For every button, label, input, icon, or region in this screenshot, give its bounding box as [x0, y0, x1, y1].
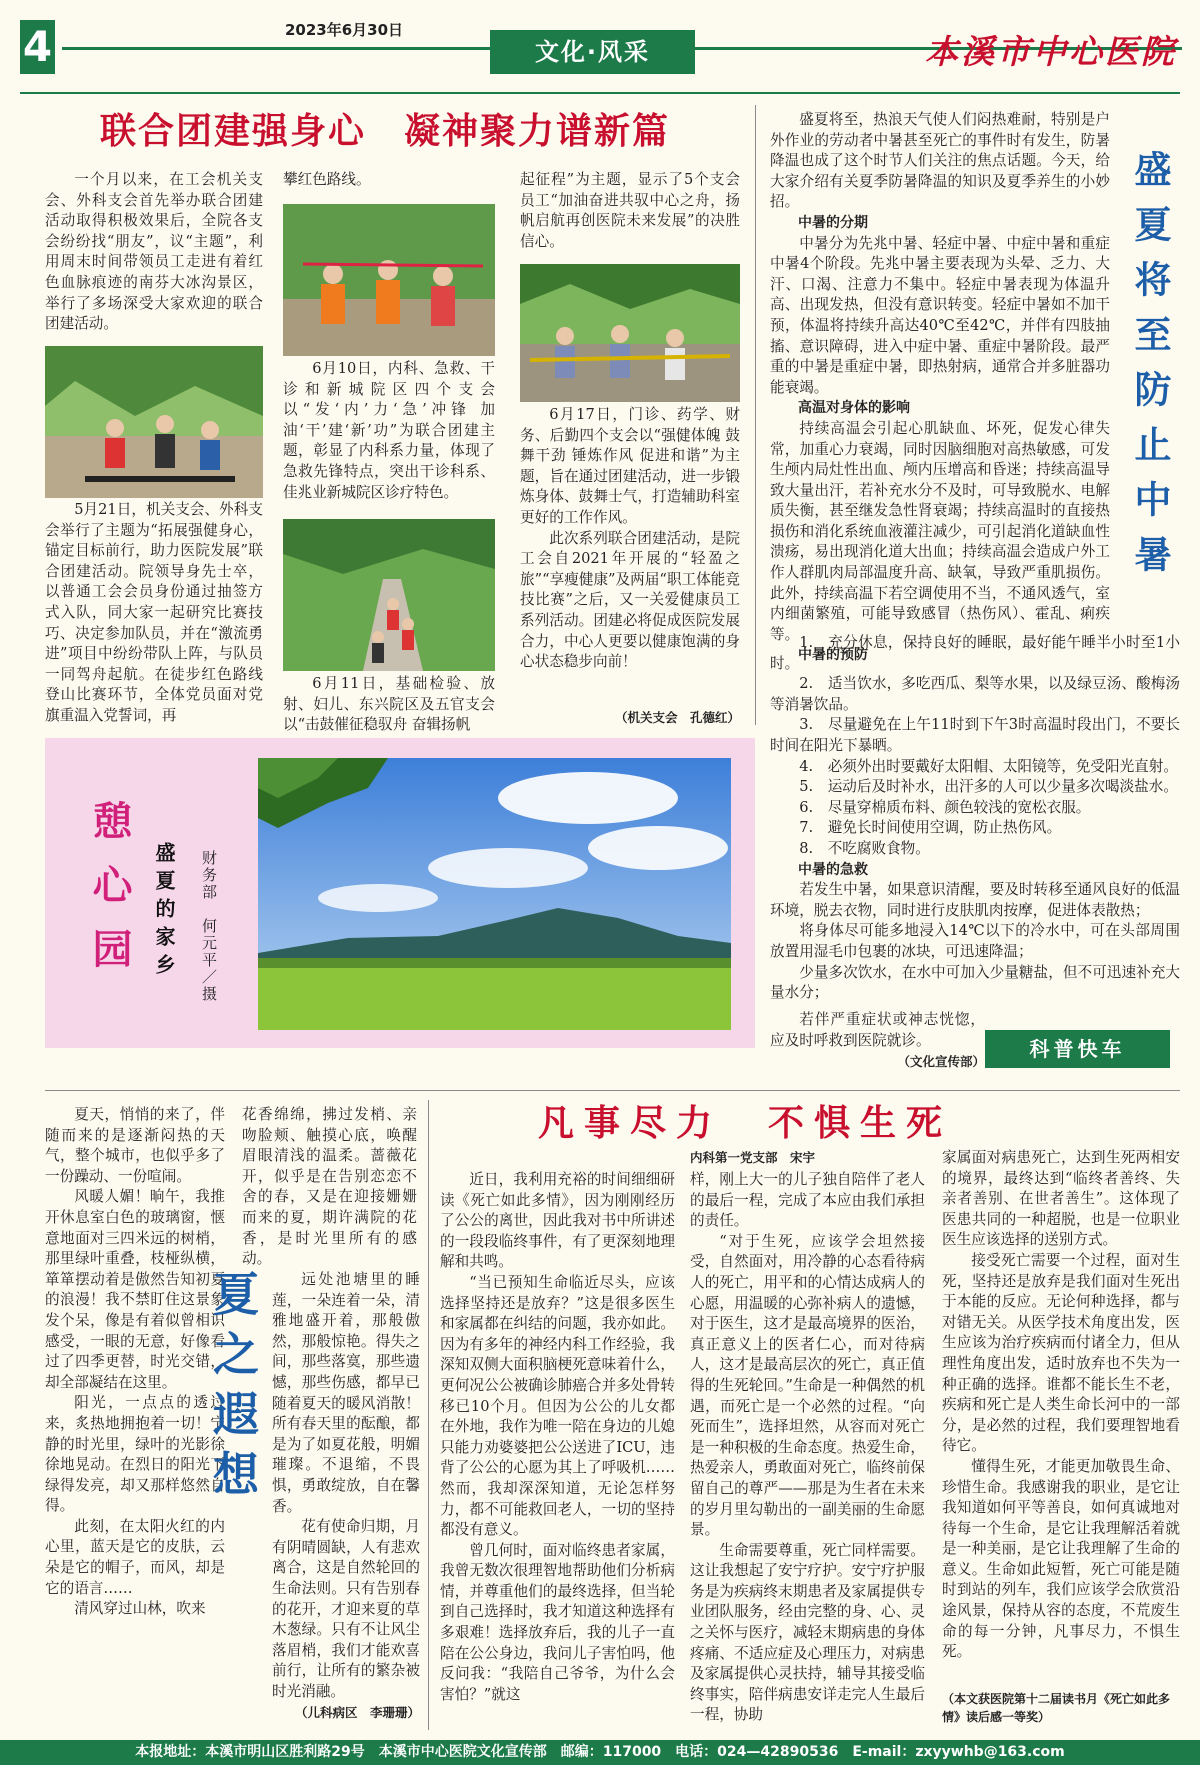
prevention-item: 3. 尽量避免在上午11时到下午3时高温时段出门，不要长时间在阳光下暴晒。: [770, 716, 1180, 754]
prevention-item: 5. 运动后及时补水，出汗多的人可以少量多次喝淡盐水。: [799, 778, 1178, 796]
teambuilding-photo-2: [283, 204, 495, 356]
article4-column-3: [942, 1148, 1180, 1663]
article1-divider: [755, 105, 756, 725]
article3-paragraph: 此刻，在太阳火红的内心里，蓝天是它的皮肤，云朵是它的帽子，而风，却是它的语言……: [45, 1517, 225, 1597]
firstaid-item: 若发生中暑，如果意识清醒，要及时转移至通风良好的低温环境，脱去衣物，同时进行皮肤肌肉按摩，促进体表散热；: [770, 881, 1180, 919]
article1-paragraph: 一个月以来，在工会机关支会、外科支会首先举办联合团建活动取得积极效果后，全院各支会纷纷找“朋友”，议“主题”，利用周末时间带领员工走进有着红色血脉痕迹的南芬大冰沟景区，举行了多场深受大家欢迎的联合团建活动。: [45, 171, 263, 333]
photo-title: 盛夏的家乡: [152, 842, 176, 982]
footer-contact: 本报地址：本溪市明山区胜利路29号 本溪市中心医院文化宣传部 邮编：117000 电话：024—42890536 E-mail：zxyywhb@163.com: [135, 1744, 1065, 1760]
article3-signature: （儿科病区 李珊珊）: [294, 1705, 420, 1720]
page-number: 4: [22, 22, 53, 71]
article4-column-2: [690, 1170, 925, 1726]
article1-signature: （机关支会 孔德红）: [614, 710, 740, 725]
article4-paragraph: “当已预知生命临近尽头，应该选择坚持还是放弃？”这是很多医生和家属都在纠结的问题，我亦如此。因为有多年的神经内科工作经验，我深知双侧大面积脑梗死意味着什么，更何况公公被确诊肺癌合并多处骨转移已10个月。但因为公公的儿女都在外地，我作为唯一陪在身边的儿媳只能力劝婆婆把公公送进了ICU，违背了公公的心愿为其上了呼吸机……然而，我却深深知道，无论怎样努力，都不可能救回老人，一切的坚持都没有意义。: [440, 1273, 675, 1539]
article1-paragraph: 6月17日，门诊、药学、财务、后勤四个支会以“强健体魄 鼓舞干劲 锤炼作风 促进和谐”为主题，旨在通过团建活动，进一步锻炼身体、鼓舞士气，打造辅助科室更好的工作作风。: [520, 406, 740, 526]
article3-paragraph: 夏天，悄悄的来了，伴随而来的是逐渐闷热的天气，整个城市，也似乎多了一份躁动、一份喧闹。: [45, 1106, 225, 1185]
article3-paragraph: 阳光，一点点的透过来，炙热地拥抱着一切！宁静的时光里，绿叶的光影徐徐地晃动。在烈日的阳光下绿得发亮，却又那样悠然自得。: [45, 1394, 225, 1515]
photo-credit: 财务部 何元平／摄: [200, 850, 218, 1003]
article3-vertical-title: 夏之遐想: [206, 1270, 260, 1510]
firstaid-item: 少量多次饮水，在水中可加入少量糖盐，但不可迅速补充大量水分；: [770, 963, 1180, 1002]
article2-heading-stages: 中暑的分期: [798, 214, 868, 231]
photo-column-title: 憩心园: [86, 800, 133, 992]
article3-column-2-top: [242, 1105, 417, 1270]
article1-paragraph: 此次系列联合团建活动，是院工会自2021年开展的“轻盈之旅”“享瘦健康”及两届“职工体能竞技比赛”之后，又一关爱健康员工系列活动。团建必将促成医院发展合力，中心人更要以健康饱满的身心状态稳步向前！: [520, 529, 740, 671]
article1-title: 联合团建强身心 凝神聚力谱新篇: [99, 111, 670, 152]
article1-column-2-mid: [283, 359, 495, 503]
article4-paragraph: “对于生死，应该学会坦然接受，自然面对，用冷静的心态看待病人的死亡，用平和的心情达成病人的心愿，用温暖的心弥补病人的遗憾，对于医生，这才是最高境界的医治，真正意义上的医者仁心，而对待病人，这才是最高层次的死亡，真正值得的生死轮回。”生命是一种偶然的机遇，而死亡是一个必然的过程。“向死而生”，选择坦然，从容而对死亡是一种积极的生命态度。热爱生命，热爱亲人，勇敢面对死亡，临终前保留自己的尊严——那是为生者在未来的岁月里勾勒出的一副美丽的生命愿景。: [690, 1232, 925, 1539]
masthead-rule: [20, 92, 1180, 94]
article2-heading-prevention: 中暑的预防: [798, 647, 868, 664]
article4-paragraph: 曾几何时，面对临终患者家属，我曾无数次很理智地帮助他们分析病情，并尊重他们的最终选择，但当轮到自己选择时，我才知道这种选择有多艰难！选择放弃后，我的儿子一直陪在公公身边，我问儿子害怕吗，他反问我：“我陪自己爷爷，为什么会害怕？”就这: [440, 1541, 675, 1703]
teambuilding-photo-3: [283, 519, 495, 671]
article3-column-2: [272, 1270, 420, 1702]
masthead: [0, 0, 1200, 90]
article2-paragraph: 持续高温会引起心肌缺血、坏死，促发心律失常，加重心力衰竭，同时因脑细胞对高热敏感，可发生颅内局灶性出血、颅内压增高和昏迷；持续高温导致大量出汗，若补充水分不及时，可导致脱水、电解质失衡，甚至继发急性肾衰竭；持续高温时的直接热损伤和消化系统血液灌注减少，可引起消化道缺血性溃疡，易出现消化道大出血；持续高温会造成户外工作人群肌肉局部温度升高、缺氧，导致严重肌损伤。此外，持续高温下若空调使用不当，不通风透气，室内细菌繁殖，可能导致感冒（热伤风）、霍乱、痢疾等。: [770, 419, 1110, 643]
article2-vertical-title: [1118, 150, 1180, 680]
article3-paragraph: 远处池塘里的睡莲，一朵连着一朵，清雅地盛开着，那般傲然，那般惊艳。得失之间，那些落寞，那些遗憾，那些伤感，都早已随着夏天的暖风消散！所有春天里的酝酿，都是为了如夏花般，明媚璀璨。不退缩，不畏惧，勇敢绽放，自在馨香。: [272, 1271, 420, 1515]
section-title: 文化·风采: [534, 38, 651, 66]
hospital-name: 本溪市中心医院: [925, 32, 1177, 71]
article4-paragraph: 生命需要尊重，死亡同样需要。这让我想起了安宁疗护。安宁疗护服务是为疾病终末期患者及家属提供专业团队服务，经由完整的身、心、灵之关怀与医疗，减轻末期病患的身体疼痛、不适应症及心理压力，对病患及家属提供心灵扶持，辅导其接受临终事实，陪伴病患安详走完人生最后一程，协助: [690, 1541, 925, 1724]
article2-heading-firstaid: 中暑的急救: [798, 861, 868, 878]
article1-column-2: [283, 170, 495, 191]
article4-paragraph: 接受死亡需要一个过程，面对生死，坚持还是放弃是我们面对生死出于本能的反应。无论何种选择，都与对错无关。从医学技术角度出发，医生应该为治疗疾病而付诸全力，但从理性角度出发，适时放弃也不失为一种正确的选择。谁都不能长生不老，疾病和死亡是人类生命长河中的一部分，是必然的过程，我们要理智地看待它。: [942, 1251, 1180, 1455]
article1-column-3: [520, 170, 740, 252]
article2-heading-effects: 高温对身体的影响: [798, 400, 910, 417]
prevention-item: 8. 不吃腐败食物。: [799, 839, 930, 857]
article4-title: 凡事尽力 不惧生死: [537, 1102, 952, 1144]
firstaid-item: 将身体尽可能多地浸入14℃以下的冷水中，可在头部周围放置用湿毛巾包裹的冰块，可迅速降温；: [770, 922, 1180, 960]
prevention-item: 1. 充分休息，保持良好的睡眠，最好能午睡半小时至1小时。: [770, 634, 1180, 672]
article3-column-1: [45, 1105, 225, 1620]
article4-paragraph: 懂得生死，才能更加敬畏生命、珍惜生命。我感谢我的职业，是它让我知道如何平等善良，如何真诚地对待每一个生命，是它让我理解活着就是一种美丽，是它让我理解了生命的意义。生命如此短暂，死亡可能是随时到站的列车，我们应该学会欣赏沿途风景，保持从容的态度，不荒废生命的每一分钟，凡事尽力，不惧生死。: [942, 1457, 1180, 1661]
article3-paragraph: 风暖人媚！晌午，我推开休息室白色的玻璃窗，惬意地面对三四米远的树梢，那里绿叶重叠，枝桠纵横，箪箪摆动着是傲然告知初夏的浪漫！我不禁盯住这景象发个呆，像是有着似曾相识感受，一眼的无意，好像看过了四季更替，时光交错，却全部凝结在这里。: [45, 1188, 225, 1391]
article2-closing: [770, 1010, 985, 1051]
article1-paragraph: 攀红色路线。: [283, 171, 371, 188]
article1-column-1-lower: [45, 500, 263, 727]
article1-paragraph: 6月11日，基础检验、放射、妇儿、东兴院区及五官支会以“击鼓催征稳驭舟 奋辑扬帆: [283, 675, 495, 734]
prevention-item: 7. 避免长时间使用空调，防止热伤风。: [799, 819, 1062, 837]
teambuilding-photo-4: [520, 264, 740, 402]
issue-date: 2023年6月30日: [285, 21, 404, 39]
article1-paragraph: 6月10日，内科、急救、干诊和新城院区四个支会以“发‘内’力‘急’冲锋 加油‘干’建‘新’功”为联合团建主题，彰显了内科系力量，体现了急救先锋特点，突出干诊科系、佳兆业新城院区诊疗特色。: [283, 360, 495, 501]
article2-body: [770, 110, 1110, 666]
article1-paragraph: 5月21日，机关支会、外科支会举行了主题为“拓展强健身心，锚定目标前行，助力医院发展”联合团建活动。院领导身先士卒，以普通工会会员身份通过抽签方式入队，同大家一起研究比赛技巧、决定参加队员，并在“激流勇进”项目中纷纷带队上阵，与队员一同驾舟起航。在徒步红色路线登山比赛环节，全体党员面对党旗重温入党誓词，再: [45, 501, 263, 724]
article3-paragraph: 清风穿过山林，吹来: [74, 1600, 206, 1618]
prevention-item: 2. 适当饮水，多吃西瓜、梨等水果，以及绿豆汤、酸梅汤等消暑饮品。: [770, 675, 1180, 713]
section-divider: [45, 1090, 1180, 1091]
article4-byline: 内科第一党支部 宋宇: [689, 1150, 815, 1165]
prevention-item: 6. 尽量穿棉质布料、颜色较浅的宽松衣服。: [799, 798, 1091, 816]
firstaid-item: 若伴严重症状或神志恍惚，应及时呼救到医院就诊。: [770, 1011, 985, 1049]
article1-column-3-lower: [520, 405, 740, 673]
article2-title: 盛夏将至防止中暑: [1128, 150, 1171, 590]
science-tag-label: 科普快车: [1029, 1037, 1126, 1061]
lower-column-divider: [428, 1100, 429, 1730]
article2-paragraph: 中暑分为先兆中暑、轻症中暑、中症中暑和重症中暑4个阶段。先兆中暑主要表现为头晕、乏力、大汗、口渴、注意力不集中。轻症中暑表现为体温升高、出现发热，但没有意识转变。轻症中暑如不加干预，体温将持续升高达40℃至42℃，并伴有四肢抽搐、意识障碍，进入中症中暑、重症中暑阶段。最严重的中暑是重症中暑，即热射病，通常合并多脏器功能衰竭。: [770, 234, 1110, 396]
article4-column-1: [440, 1170, 675, 1705]
article1-column-2-bottom: [283, 674, 495, 736]
article4-paragraph: 家属面对病患死亡，达到生死两相安的境界，最终达到“临终者善终、失亲者善别、在世者善生”。这体现了医患共同的一种超脱，也是一位职业医生应该选择的送别方式。: [942, 1149, 1180, 1249]
article4-signature: （本文获医院第十二届读书月《死亡如此多情》读后感一等奖）: [942, 1692, 1171, 1724]
article2-intro: 盛夏将至，热浪天气使人们闷热难耐，特别是户外作业的劳动者中暑甚至死亡的事件时有发生，防暑降温也成了这个时节人们关注的焦点话题。今天，给大家介绍有关夏季防暑降温的知识及夏季养生的小妙招。: [770, 111, 1110, 211]
article3-paragraph: 花有使命归期，月有阴晴圆缺，人有悲欢离合，这是自然轮回的生命法则。只有告别春的花开，才迎来夏的草木葱绿。只有不让风尘落眉梢，我们才能欢喜前行，让所有的繁杂被时光消融。: [272, 1518, 420, 1700]
article3-paragraph: 花香绵绵，拂过发梢、亲吻脸颊、触摸心底，唤醒眉眼清浅的温柔。蔷薇花开，似乎是在告别恋恋不舍的春，又是在迎接姗姗而来的夏，期许满院的花香，是时光里所有的感动。: [242, 1106, 417, 1268]
landscape-photo: [258, 758, 731, 1030]
article4-paragraph: 近日，我利用充裕的时间细细研读《死亡如此多情》，因为刚刚经历了公公的离世，因此我对书中所讲述的一段段临终事件，有了更深刻地理解和共鸣。: [440, 1171, 675, 1271]
article2-signature: （文化宣传部）: [897, 1054, 985, 1069]
article1-paragraph: 起征程”为主题，显示了5个支会员工“加油奋进共驭中心之舟，扬帆启航再创医院未来发展”的决胜信心。: [520, 171, 740, 250]
article1-column-1: [45, 170, 263, 335]
teambuilding-photo-1: [45, 346, 263, 498]
article4-paragraph: 样，刚上大一的儿子独自陪伴了老人的最后一程，完成了本应由我们承担的责任。: [690, 1171, 925, 1230]
prevention-item: 4. 必须外出时要戴好太阳帽、太阳镜等，免受阳光直射。: [799, 757, 1178, 775]
article2-lower-body: [770, 633, 1180, 1004]
